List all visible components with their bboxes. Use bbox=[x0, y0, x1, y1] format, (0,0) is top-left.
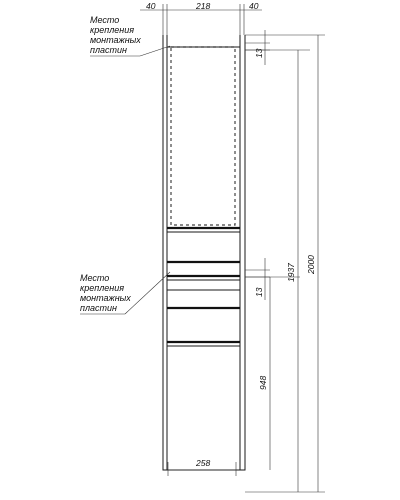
dim-right-width: 40 bbox=[249, 1, 259, 11]
upper-note-line-4: пластин bbox=[90, 45, 127, 55]
dim-center-width: 218 bbox=[196, 1, 211, 11]
dim-bottom-width: 258 bbox=[196, 458, 211, 468]
lower-mounting-note bbox=[80, 272, 170, 314]
dim-height-total: 2000 bbox=[306, 255, 316, 274]
upper-note-line-3: монтажных bbox=[90, 35, 141, 45]
upper-mounting-note bbox=[90, 15, 170, 56]
top-width-dimension bbox=[140, 1, 262, 35]
dim-height-inner: 1937 bbox=[286, 263, 296, 282]
lower-note-line-1: Место bbox=[80, 273, 110, 283]
lower-note-line-4: пластин bbox=[80, 303, 117, 313]
upper-note-line-2: крепления bbox=[90, 25, 135, 35]
cabinet-body bbox=[163, 35, 245, 470]
lower-note-line-3: монтажных bbox=[80, 293, 131, 303]
dim-height-lower: 948 bbox=[258, 375, 268, 390]
right-dimensions bbox=[245, 30, 325, 492]
dim-gap-top: 13 bbox=[254, 48, 264, 58]
lower-note-line-2: крепления bbox=[80, 283, 125, 293]
upper-note-line-1: Место bbox=[90, 15, 120, 25]
dim-left-width: 40 bbox=[146, 1, 156, 11]
dim-gap-lower: 13 bbox=[254, 287, 264, 297]
bottom-width-dimension bbox=[168, 458, 236, 476]
